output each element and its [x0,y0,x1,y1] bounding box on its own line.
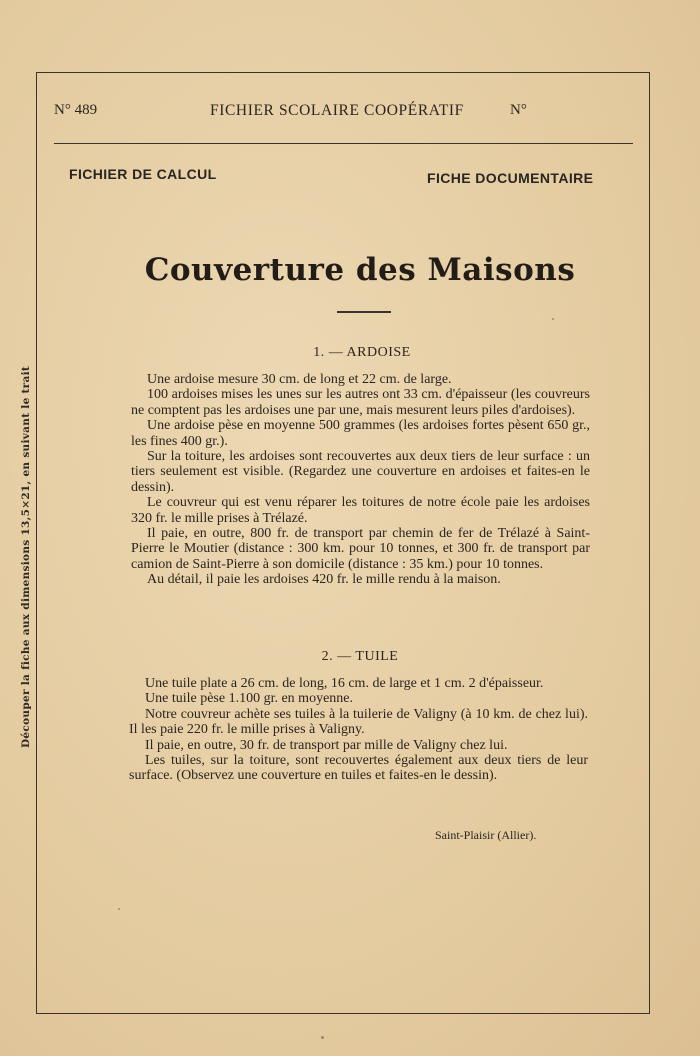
paragraph: Une ardoise pèse en moyenne 500 grammes (les ardoises fortes pèsent 650 gr., les fines 400 gr.). [131,418,590,449]
subheader-right: FICHE DOCUMENTAIRE [427,170,594,186]
page-title: Couverture des Maisons [144,252,576,288]
paragraph: Il paie, en outre, 800 fr. de transport par chemin de fer de Trélazé à Saint-Pierre le Moutier (distance : 300 km. pour 10 tonnes, et 300 fr. de transport par camion de Saint-Pierre à son domicile (distance : 35 km.) pour 10 tonnes. [131,526,590,572]
paragraph: Une tuile plate a 26 cm. de long, 16 cm. de large et 1 cm. 2 d'épaisseur. [145,676,544,691]
paper-speck [321,1036,324,1039]
paragraph: Au détail, il paie les ardoises 420 fr. le mille rendu à la maison. [147,572,501,588]
paragraph: Notre couvreur achète ses tuiles à la tuilerie de Valigny (à 10 km. de chez lui). Il les paie 220 fr. le mille prises à Valigny. [129,706,588,738]
paragraph: 100 ardoises mises les unes sur les autres ont 33 cm. d'épaisseur (les couvreurs ne comptent pas les ardoises une par une, mais mesurent leurs piles d'ardoises). [131,387,590,418]
section-body-ardoise [131,372,590,588]
paragraph: Les tuiles, sur la toiture, sont recouvertes également aux deux tiers de leur surface. (Observez une couverture en tuiles et faites-en le dessin). [129,753,588,784]
paragraph: Une tuile pèse 1.100 gr. en moyenne. [145,691,354,707]
section-heading-ardoise: 1. — ARDOISE [313,345,411,360]
paragraph: Sur la toiture, les ardoises sont recouvertes aux deux tiers de leur surface : un tiers seulement est visible. (Regardez une couverture en ardoises et faites-en le dessin). [131,449,590,495]
header-number-right: N° [510,102,527,118]
paragraph: Il paie, en outre, 30 fr. de transport par mille de Valigny chez lui. [145,737,508,753]
header-title: FICHIER SCOLAIRE COOPÉRATIF [210,102,464,119]
cutting-instruction: Découper la fiche aux dimensions 13,5×21, en suivant le trait [20,365,32,748]
section-body-tuile [129,676,588,784]
section-heading-tuile: 2. — TUILE [321,649,399,664]
signature-location: Saint-Plaisir (Allier). [435,828,537,842]
title-divider [337,311,391,313]
paper-speck [118,908,120,910]
paper-speck [552,318,554,320]
paragraph: Le couvreur qui est venu réparer les toitures de notre école paie les ardoises 320 fr. le mille prises à Trélazé. [131,495,590,526]
card-number: N° 489 [54,102,98,118]
header-divider [54,143,633,144]
subheader-left: FICHIER DE CALCUL [69,166,217,182]
paragraph: Une ardoise mesure 30 cm. de long et 22 cm. de large. [147,372,452,387]
